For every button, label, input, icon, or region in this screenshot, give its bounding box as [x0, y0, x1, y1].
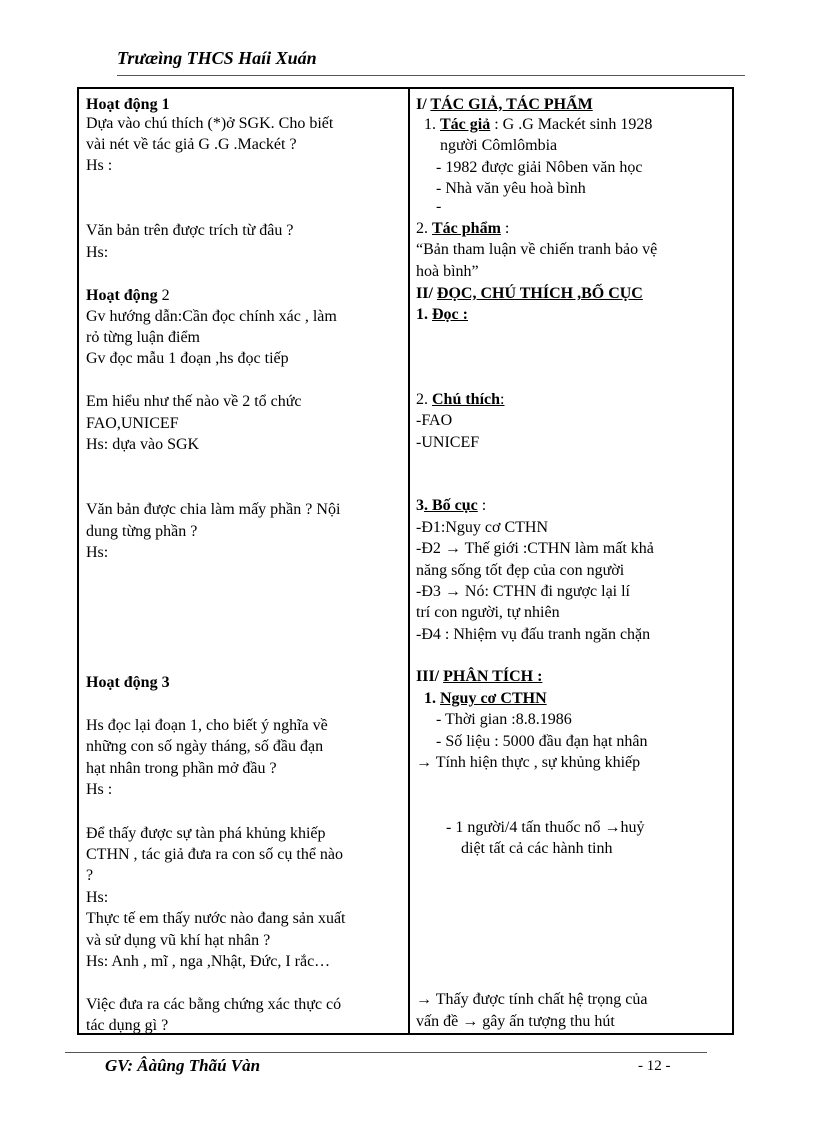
page-number: - 12 - [638, 1058, 671, 1074]
activity-1-student: Hs : [86, 157, 113, 174]
author-number: 1. [424, 116, 440, 133]
production-question-line1: Thực tế em thấy nước nào đang sản xuất [86, 910, 346, 927]
parts-student: Hs: [86, 544, 109, 561]
organizations-question-line2: FAO,UNICEF [86, 415, 179, 432]
activity-2-title [86, 286, 170, 306]
organizations-question-line1: Em hiểu như thế nào về 2 tổ chức [86, 393, 302, 410]
activity-3-question-line1: Hs đọc lại đoạn 1, cho biết ý nghĩa về [86, 717, 328, 734]
activity-3-title: Hoạt động 3 [86, 674, 170, 691]
author-detail: : G .G Mackét sinh 1928 [490, 116, 653, 133]
work-colon: : [500, 220, 510, 237]
risk-bullet-time: - Thời gian :8.8.1986 [436, 711, 572, 728]
teacher-name: GV: Âàûng Thãú Vàn [105, 1056, 261, 1075]
work-title-line2: hoà bình” [416, 263, 479, 280]
risk-heading [424, 689, 547, 709]
section-3-heading [416, 667, 542, 687]
risk-number: 1. [424, 690, 440, 707]
notes-label: Chú thích [432, 391, 501, 408]
author-line [424, 115, 652, 135]
risk-title: Nguy cơ CTHN [440, 690, 547, 707]
production-student: Hs: Anh , mĩ , nga ,Nhật, Đức, I rắc… [86, 953, 331, 970]
section-1-prefix: I/ [416, 96, 431, 113]
destruction-bullet-line2: diệt tất cả các hành tinh [461, 840, 613, 857]
layout-part-4: -Đ4 : Nhiệm vụ đấu tranh ngăn chặn [416, 626, 651, 643]
destruction-student: Hs: [86, 889, 109, 906]
layout-part-2-line1: -Đ2 → Thế giới :CTHN làm mất khả [416, 540, 654, 557]
activity-1-title: Hoạt động 1 [86, 96, 170, 113]
work-label: Tác phẩm [432, 220, 501, 237]
layout-part-3-line1: -Đ3 → Nó: CTHN đi ngược lại lí [416, 583, 630, 600]
organizations-student: Hs: dựa vào SGK [86, 436, 200, 453]
section-3-title: PHÂN TÍCH : [443, 668, 543, 685]
author-label: Tác giả [440, 116, 491, 133]
section-1-heading [416, 95, 593, 115]
layout-part-1: -Đ1:Nguy cơ CTHN [416, 519, 548, 536]
work-title-line1: “Bản tham luận về chiến tranh bảo vệ [416, 241, 658, 258]
risk-bullet-figures: - Số liệu : 5000 đầu đạn hạt nhân [436, 733, 648, 750]
activity-3-student: Hs : [86, 781, 113, 798]
header-rule [117, 75, 745, 76]
evidence-conclusion-line1: → Thấy được tính chất hệ trọng của [416, 991, 648, 1008]
read-label: Đọc : [432, 306, 468, 323]
destruction-bullet-line1: - 1 người/4 tấn thuốc nổ →huỷ [446, 819, 645, 836]
destruction-question-line2: CTHN , tác giả đưa ra con số cụ thể nào [86, 846, 344, 863]
content-column [416, 89, 729, 1033]
author-nationality: người Cômlômbia [440, 137, 558, 154]
author-bullet-empty: - [436, 198, 442, 215]
risk-conclusion: → Tính hiện thực , sự khủng khiếp [416, 754, 641, 771]
author-bullet-nobel: - 1982 được giải Nôben văn học [436, 159, 643, 176]
destruction-question-line3: ? [86, 867, 94, 884]
activity-3-question-line3: hạt nhân trong phần mở đầu ? [86, 760, 277, 777]
notes-fao: -FAO [416, 412, 453, 429]
production-question-line2: và sử dụng vũ khí hạt nhân ? [86, 932, 271, 949]
school-header: Trưæìng THCS Haíi Xuán [117, 48, 317, 68]
footer-rule [65, 1052, 707, 1053]
activity-2-line2: rỏ từng luận điểm [86, 329, 200, 346]
section-2-title: ĐỌC, CHÚ THÍCH ,BỐ CỤC [436, 285, 643, 302]
section-2-prefix: II/ [416, 285, 437, 302]
destruction-question-line1: Để thấy được sự tàn phá khủng khiếp [86, 825, 326, 842]
notes-line [416, 390, 504, 410]
layout-line [416, 496, 486, 516]
evidence-question-line1: Việc đưa ra các bằng chứng xác thực có [86, 996, 342, 1013]
section-1-title: TÁC GIẢ, TÁC PHẨM [430, 96, 593, 113]
notes-number: 2. [416, 391, 432, 408]
column-divider [408, 89, 410, 1033]
lesson-table [77, 87, 734, 1035]
work-line [416, 219, 509, 239]
parts-question-line2: dung từng phần ? [86, 523, 198, 540]
layout-number: 3 [416, 497, 424, 514]
author-bullet-peace: - Nhà văn yêu hoà bình [436, 180, 586, 197]
layout-part-3-line2: trí con người, tự nhiên [416, 604, 560, 621]
evidence-question-line2: tác dụng gì ? [86, 1017, 169, 1034]
activities-column [86, 89, 401, 1033]
text-source-question: Văn bản trên được trích từ đâu ? [86, 222, 294, 239]
layout-label: . Bố cục [424, 497, 478, 514]
section-2-heading [416, 284, 643, 304]
layout-colon: : [477, 497, 487, 514]
activity-2-line3: Gv đọc mẫu 1 đoạn ,hs đọc tiếp [86, 350, 289, 367]
work-number: 2. [416, 220, 432, 237]
section-3-prefix: III/ [416, 668, 444, 685]
text-source-student: Hs: [86, 244, 109, 261]
activity-2-title-bold: Hoạt động [86, 287, 158, 304]
activity-2-title-number: 2 [157, 287, 170, 304]
activity-2-line1: Gv hướng dẫn:Cần đọc chính xác , làm [86, 308, 337, 325]
notes-colon: : [500, 391, 505, 408]
read-line [416, 305, 468, 325]
layout-part-2-line2: năng sống tốt đẹp của con người [416, 562, 625, 579]
read-number: 1. [416, 306, 432, 323]
evidence-conclusion-line2: vấn đề → gây ấn tượng thu hút [416, 1013, 615, 1030]
activity-1-question-line2: vài nét về tác giả G .G .Mackét ? [86, 136, 297, 153]
activity-3-question-line2: những con số ngày tháng, số đầu đạn [86, 738, 324, 755]
notes-unicef: -UNICEF [416, 434, 480, 451]
activity-1-question-line1: Dựa vào chú thích (*)ở SGK. Cho biết [86, 115, 334, 132]
parts-question-line1: Văn bản được chia làm mấy phần ? Nội [86, 501, 341, 518]
